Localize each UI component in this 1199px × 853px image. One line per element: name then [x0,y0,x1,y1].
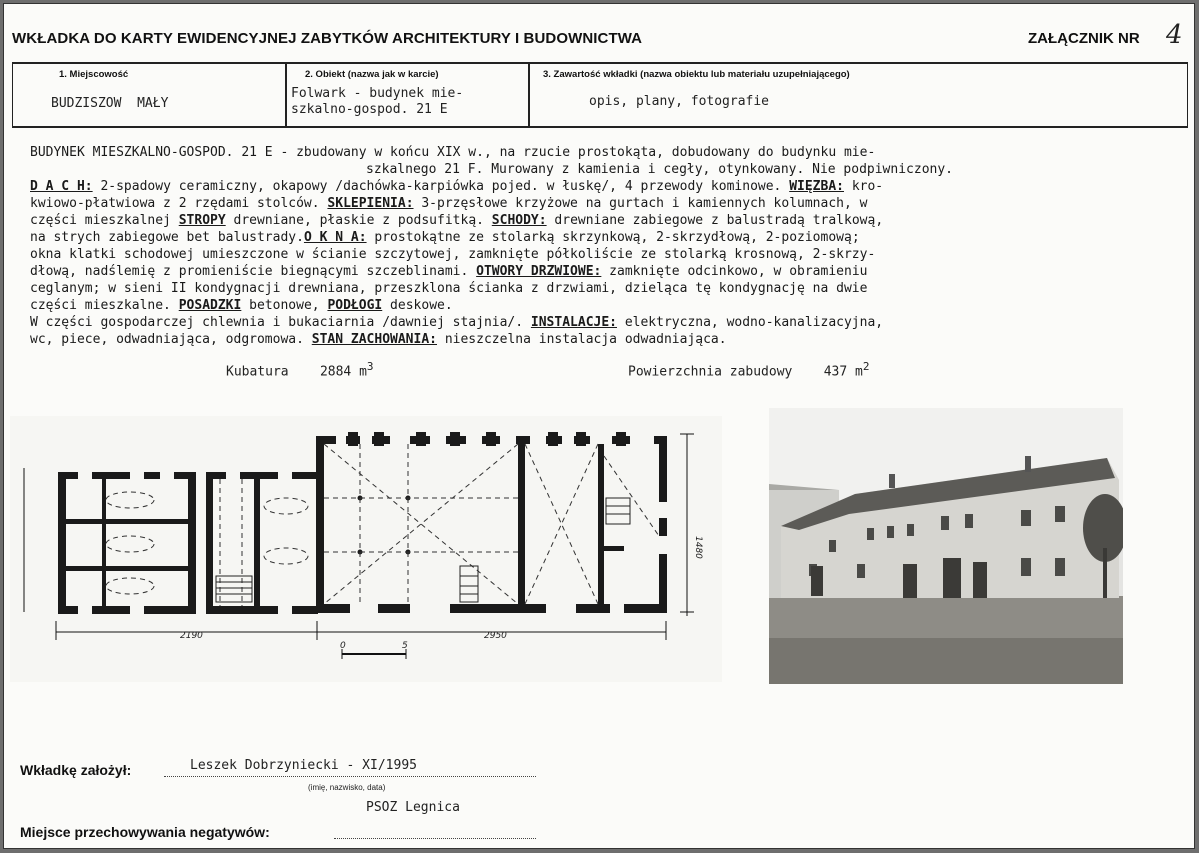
heading-otwory-drzwiowe: OTWORY DRZWIOWE: [476,264,602,279]
area-metric [628,360,869,379]
description-line: W części gospodarczej chlewnia i bukaciarnia /dawniej stajnia/. INSTALACJE: elektryczna, wodno-kanalizacyjna, [30,315,884,330]
heading-podlogi: PODŁOGI [327,298,383,313]
volume-metric [226,360,374,379]
scale-zero: 0 [340,641,346,651]
field-divider [528,64,530,126]
heading-dach: D A C H: [30,179,93,194]
description-line: na strych zabiegowe bet balustrady.O K N A: prostokątne ze stolarką skrzynkową, 2-skrzydłową, 2-poziomową; [30,230,860,245]
contents-value: opis, plany, fotografie [589,94,770,109]
building-description [30,144,1170,348]
object-value-line1: Folwark - budynek mie- [291,86,464,101]
field-divider [285,64,287,126]
description-line: dłową, nadślemię z promieniście biegnącymi szczeblinami. OTWORY DRZWIOWE: zamknięte odcinkowo, w obramieniu [30,264,868,279]
volume-exponent: 3 [366,360,374,373]
place-value: BUDZISZOW MAŁY [51,96,169,111]
contents-label: 3. Zawartość wkładki (nazwa obiektu lub materiału uzupełniającego) [543,69,850,80]
building-photo-image [769,408,1123,684]
description-line: BUDYNEK MIESZKALNO-GOSPOD. 21 E - zbudowany w końcu XIX w., na rzucie prostokąta, dobudowany do budynku mie- [30,145,876,160]
heading-posadzki: POSADZKI [178,298,242,313]
floor-plan [10,416,722,682]
fields-table [12,64,1188,128]
description-line: D A C H: 2-spadowy ceramiczny, okapowy /dachówka-karpiówka pojed. w łuskę/, 4 przewody kominowe. WIĘZBA: kro- [30,179,884,194]
negatives-label: Miejsce przechowywania negatywów: [20,824,270,840]
negatives-dotted-line [334,838,536,839]
building-photograph [769,408,1123,684]
dimension-height: 1480 [693,536,703,559]
description-line: szkalnego 21 F. Murowany z kamienia i cegły, otynkowany. Nie podpiwniczony. [366,162,953,177]
record-sheet [3,3,1195,849]
object-label: 2. Obiekt (nazwa jak w karcie) [305,69,439,80]
area-label: Powierzchnia zabudowy [628,364,793,380]
area-exponent: 2 [862,360,870,373]
area-value: 437 m [823,364,863,380]
author-hint: (imię, nazwisko, data) [308,783,386,792]
heading-sklepienia: SKLEPIENIA: [327,196,414,211]
page-title: WKŁADKA DO KARTY EWIDENCYJNEJ ZABYTKÓW ARCHITEKTURY I BUDOWNICTWA [12,30,643,47]
author-dotted-line [164,776,536,777]
heading-wiezba: WIĘZBA: [789,179,844,194]
institution: PSOZ Legnica [366,800,460,815]
heading-okna: O K N A: [303,230,367,245]
heading-stan-zachowania: STAN ZACHOWANIA: [311,332,437,347]
description-line: ceglanym; w sieni II kondygnacji drewniana, przeszklona ścianka z drzwiami, dzieląca tę kondygnację na dwie [30,281,868,296]
description-line: okna klatki schodowej umieszczone w ścianie szczytowej, zamknięte półkoliście ze stolarką krosnową, 2-skrzy- [30,247,876,262]
heading-stropy: STROPY [178,213,226,228]
heading-schody: SCHODY: [491,213,547,228]
floor-plan-drawing [10,416,722,682]
description-line: części mieszkalne. POSADZKI betonowe, PODŁOGI deskowe. [30,298,453,313]
object-value-line2: szkalno-gospod. 21 E [291,102,448,117]
place-label: 1. Miejscowość [59,69,129,80]
heading-instalacje: INSTALACJE: [530,315,617,330]
dimension-left: 2190 [180,631,203,641]
dimension-right: 2950 [484,631,507,641]
scale-five: 5 [402,641,408,651]
volume-value: 2884 m [319,364,367,380]
attachment-number: 4 [1166,20,1183,50]
description-line: kwiowo-płatwiowa z 2 rzędami stolców. SKLEPIENIA: 3-przęsłowe krzyżowe na gurtach i kamiennych kolumnach, w [30,196,868,211]
author-label: Wkładkę założył: [20,762,132,778]
attachment-label: ZAŁĄCZNIK NR [1028,30,1140,47]
volume-label: Kubatura [226,364,289,380]
description-line: wc, piece, odwadniająca, odgromowa. STAN ZACHOWANIA: nieszczelna instalacja odwadniająca. [30,332,727,347]
author-value: Leszek Dobrzyniecki - XI/1995 [190,758,417,773]
description-line: części mieszkalnej STROPY drewniane, płaskie z podsufitką. SCHODY: drewniane zabiegowe z balustradą tralkową, [30,213,884,228]
